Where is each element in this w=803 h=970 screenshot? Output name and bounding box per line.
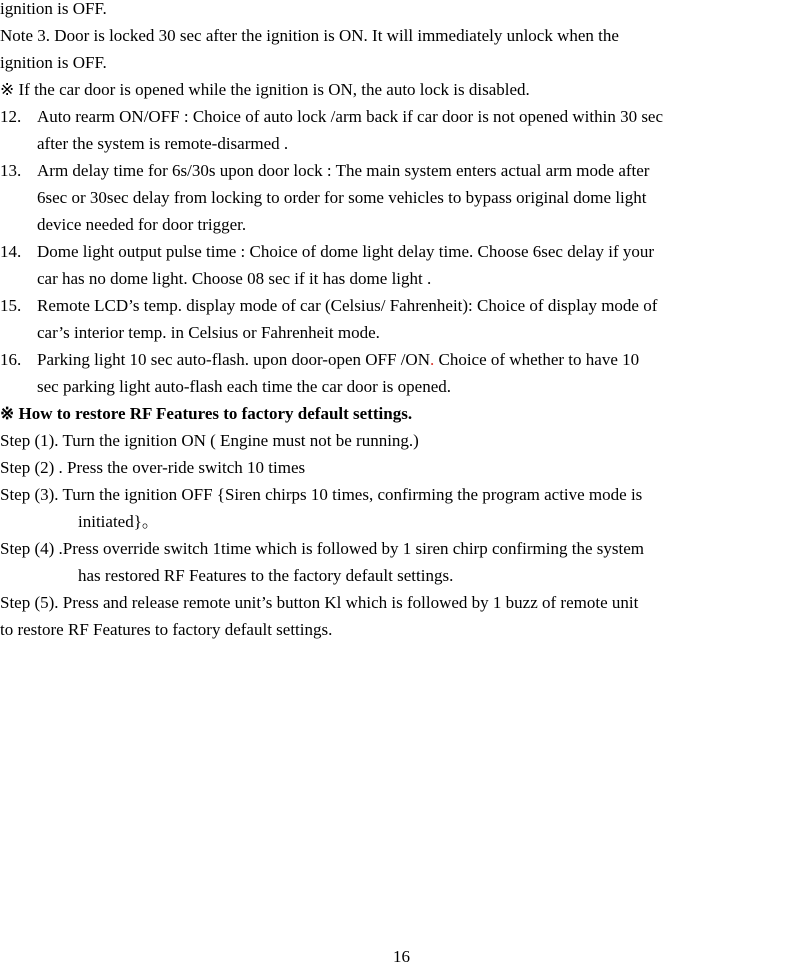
restore-step-5: Step (5). Press and release remote unit’s button Kl which is followed by 1 buzz of remote unit [0, 593, 639, 612]
item-text-line: after the system is remote-disarmed . [37, 134, 289, 153]
feature-item-12 [0, 103, 803, 157]
restore-step-4-continuation: has restored RF Features to the factory default settings. [78, 566, 454, 585]
item-number: 15. [0, 296, 22, 315]
item-text-segment: Choice of whether to have 10 [434, 350, 640, 369]
feature-item-13 [0, 157, 803, 238]
note-3-line-2: ignition is OFF. [0, 53, 107, 72]
item-number: 12. [0, 107, 22, 126]
item-text-line: sec parking light auto-flash each time the car door is opened. [37, 377, 451, 396]
item-text-segment: Parking light 10 sec auto-flash. upon door-open OFF /ON [37, 350, 430, 369]
restore-step-1: Step (1). Turn the ignition ON ( Engine must not be running.) [0, 431, 419, 450]
continuation-line: ignition is OFF. [0, 0, 107, 18]
item-text-line: Auto rearm ON/OFF : Choice of auto lock /arm back if car door is not opened within 30 sec [37, 107, 664, 126]
restore-step-2: Step (2) . Press the over-ride switch 10 times [0, 458, 306, 477]
restore-step-4: Step (4) .Press override switch 1time which is followed by 1 siren chirp confirming the system [0, 539, 644, 558]
item-number: 13. [0, 161, 22, 180]
item-number: 16. [0, 350, 22, 369]
restore-step-3: Step (3). Turn the ignition OFF {Siren chirps 10 times, confirming the program active mode is [0, 485, 643, 504]
item-number: 14. [0, 242, 22, 261]
item-text-line: car has no dome light. Choose 08 sec if it has dome light . [37, 269, 432, 288]
accent-period: . [429, 350, 435, 369]
item-text-line: Arm delay time for 6s/30s upon door lock : The main system enters actual arm mode after [37, 161, 650, 180]
item-text-line: car’s interior temp. in Celsius or Fahrenheit mode. [37, 323, 380, 342]
restore-step-3-continuation: initiated}。 [78, 512, 159, 531]
feature-item-16 [0, 346, 803, 400]
feature-item-14 [0, 238, 803, 292]
auto-lock-warning: ※ If the car door is opened while the ignition is ON, the auto lock is disabled. [0, 80, 530, 99]
note-3-line-1: Note 3. Door is locked 30 sec after the ignition is ON. It will immediately unlock when the [0, 26, 619, 45]
feature-item-15 [0, 292, 803, 346]
restore-step-5-continuation: to restore RF Features to factory default settings. [0, 620, 333, 639]
page-number: 16 [393, 947, 410, 966]
restore-section-heading: ※ How to restore RF Features to factory default settings. [0, 404, 413, 423]
item-text-line: device needed for door trigger. [37, 215, 247, 234]
item-text-line: Dome light output pulse time : Choice of dome light delay time. Choose 6sec delay if your [37, 242, 655, 261]
item-text-line: 6sec or 30sec delay from locking to order for some vehicles to bypass original dome light [37, 188, 647, 207]
item-text-line: Remote LCD’s temp. display mode of car (Celsius/ Fahrenheit): Choice of display mode of [37, 296, 658, 315]
